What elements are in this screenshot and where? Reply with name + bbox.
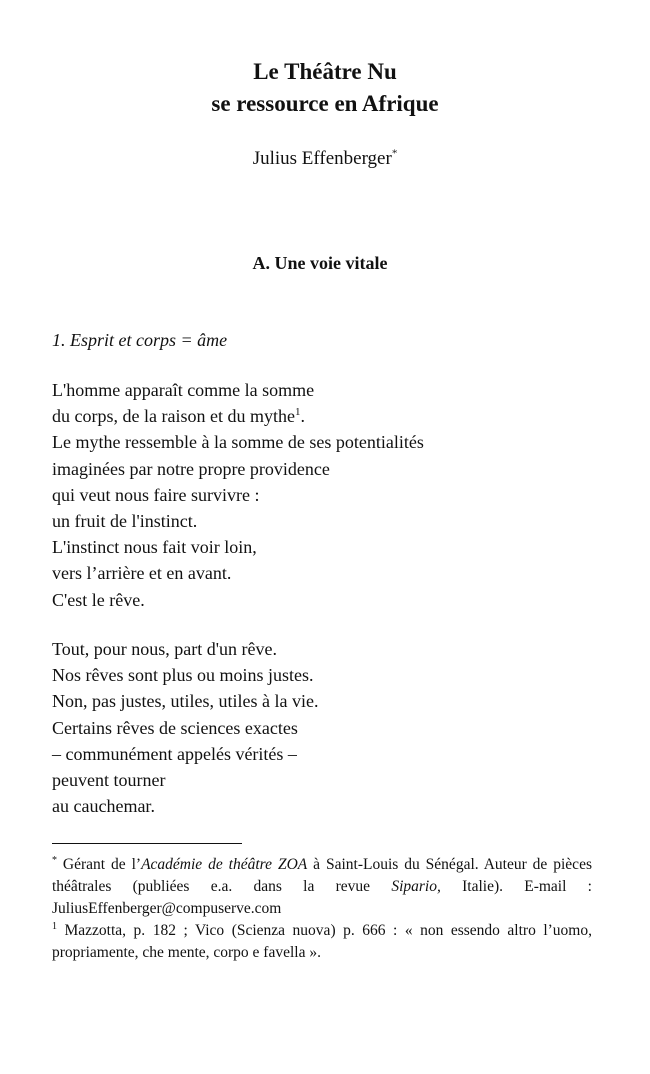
footnote-text: à Saint-Louis du Sénégal. Auteur de pièces théâtrales (publiées e.a. dans la revue bbox=[52, 856, 592, 895]
poem-line: L'instinct nous fait voir loin, bbox=[52, 537, 257, 558]
footnote-text: Mazzotta, p. 182 ; Vico (Scienza nuova) p. 666 : « non essendo altro l’uomo, propriamente, che mente, corpo e favella ». bbox=[52, 922, 592, 961]
footnote-italic-text: Académie de théâtre ZOA bbox=[141, 856, 308, 873]
footnote-mark: 1 bbox=[52, 920, 57, 932]
footnote-italic-text: Sipario, bbox=[391, 878, 441, 895]
author-name bbox=[0, 146, 650, 172]
stanza-2 bbox=[52, 636, 612, 819]
footnotes bbox=[52, 854, 592, 964]
poem-line: un fruit de l'instinct. bbox=[52, 511, 198, 532]
poem-line: Le mythe ressemble à la somme de ses potentialités bbox=[52, 432, 424, 453]
author-footnote-mark: * bbox=[391, 147, 398, 160]
poem-line: vers l’arrière et en avant. bbox=[52, 563, 232, 584]
poem-line: Certains rêves de sciences exactes bbox=[52, 717, 298, 738]
footnote-mark: * bbox=[52, 854, 57, 866]
footnote-divider bbox=[52, 843, 242, 844]
poem-line: Nos rêves sont plus ou moins justes. bbox=[52, 665, 314, 686]
poem-line: qui veut nous faire survivre : bbox=[52, 484, 260, 505]
stanza-1 bbox=[52, 377, 612, 613]
poem-line: au cauchemar. bbox=[52, 796, 155, 817]
poem-line bbox=[52, 403, 612, 429]
footnote-1 bbox=[52, 920, 592, 964]
footnote-text: Gérant de l’ bbox=[57, 856, 142, 873]
poem-line: – communément appelés vérités – bbox=[52, 743, 297, 764]
title-line-2: se ressource en Afrique bbox=[211, 91, 439, 116]
poem-line: Non, pas justes, utiles, utiles à la vie. bbox=[52, 691, 319, 712]
poem-line: peuvent tourner bbox=[52, 770, 166, 791]
poem-line: imaginées par notre propre providence bbox=[52, 458, 330, 479]
poem-line: L'homme apparaît comme la somme bbox=[52, 380, 315, 400]
poem-line: C'est le rêve. bbox=[52, 589, 145, 610]
footnote-text: Italie). E-mail : JuliusEffenberger@compuserve.com bbox=[52, 878, 592, 917]
poem-line-end: . bbox=[300, 406, 305, 427]
footnote-author bbox=[52, 854, 592, 920]
poem-line: Tout, pour nous, part d'un rêve. bbox=[52, 639, 277, 659]
title-line-1: Le Théâtre Nu bbox=[253, 59, 397, 84]
footnote-reference: 1 bbox=[294, 406, 301, 419]
section-heading: A. Une voie vitale bbox=[252, 253, 388, 273]
author-text: Julius Effenberger bbox=[252, 148, 392, 169]
subsection-heading: 1. Esprit et corps = âme bbox=[52, 330, 228, 350]
poem-line-text: du corps, de la raison et du mythe bbox=[52, 406, 295, 427]
